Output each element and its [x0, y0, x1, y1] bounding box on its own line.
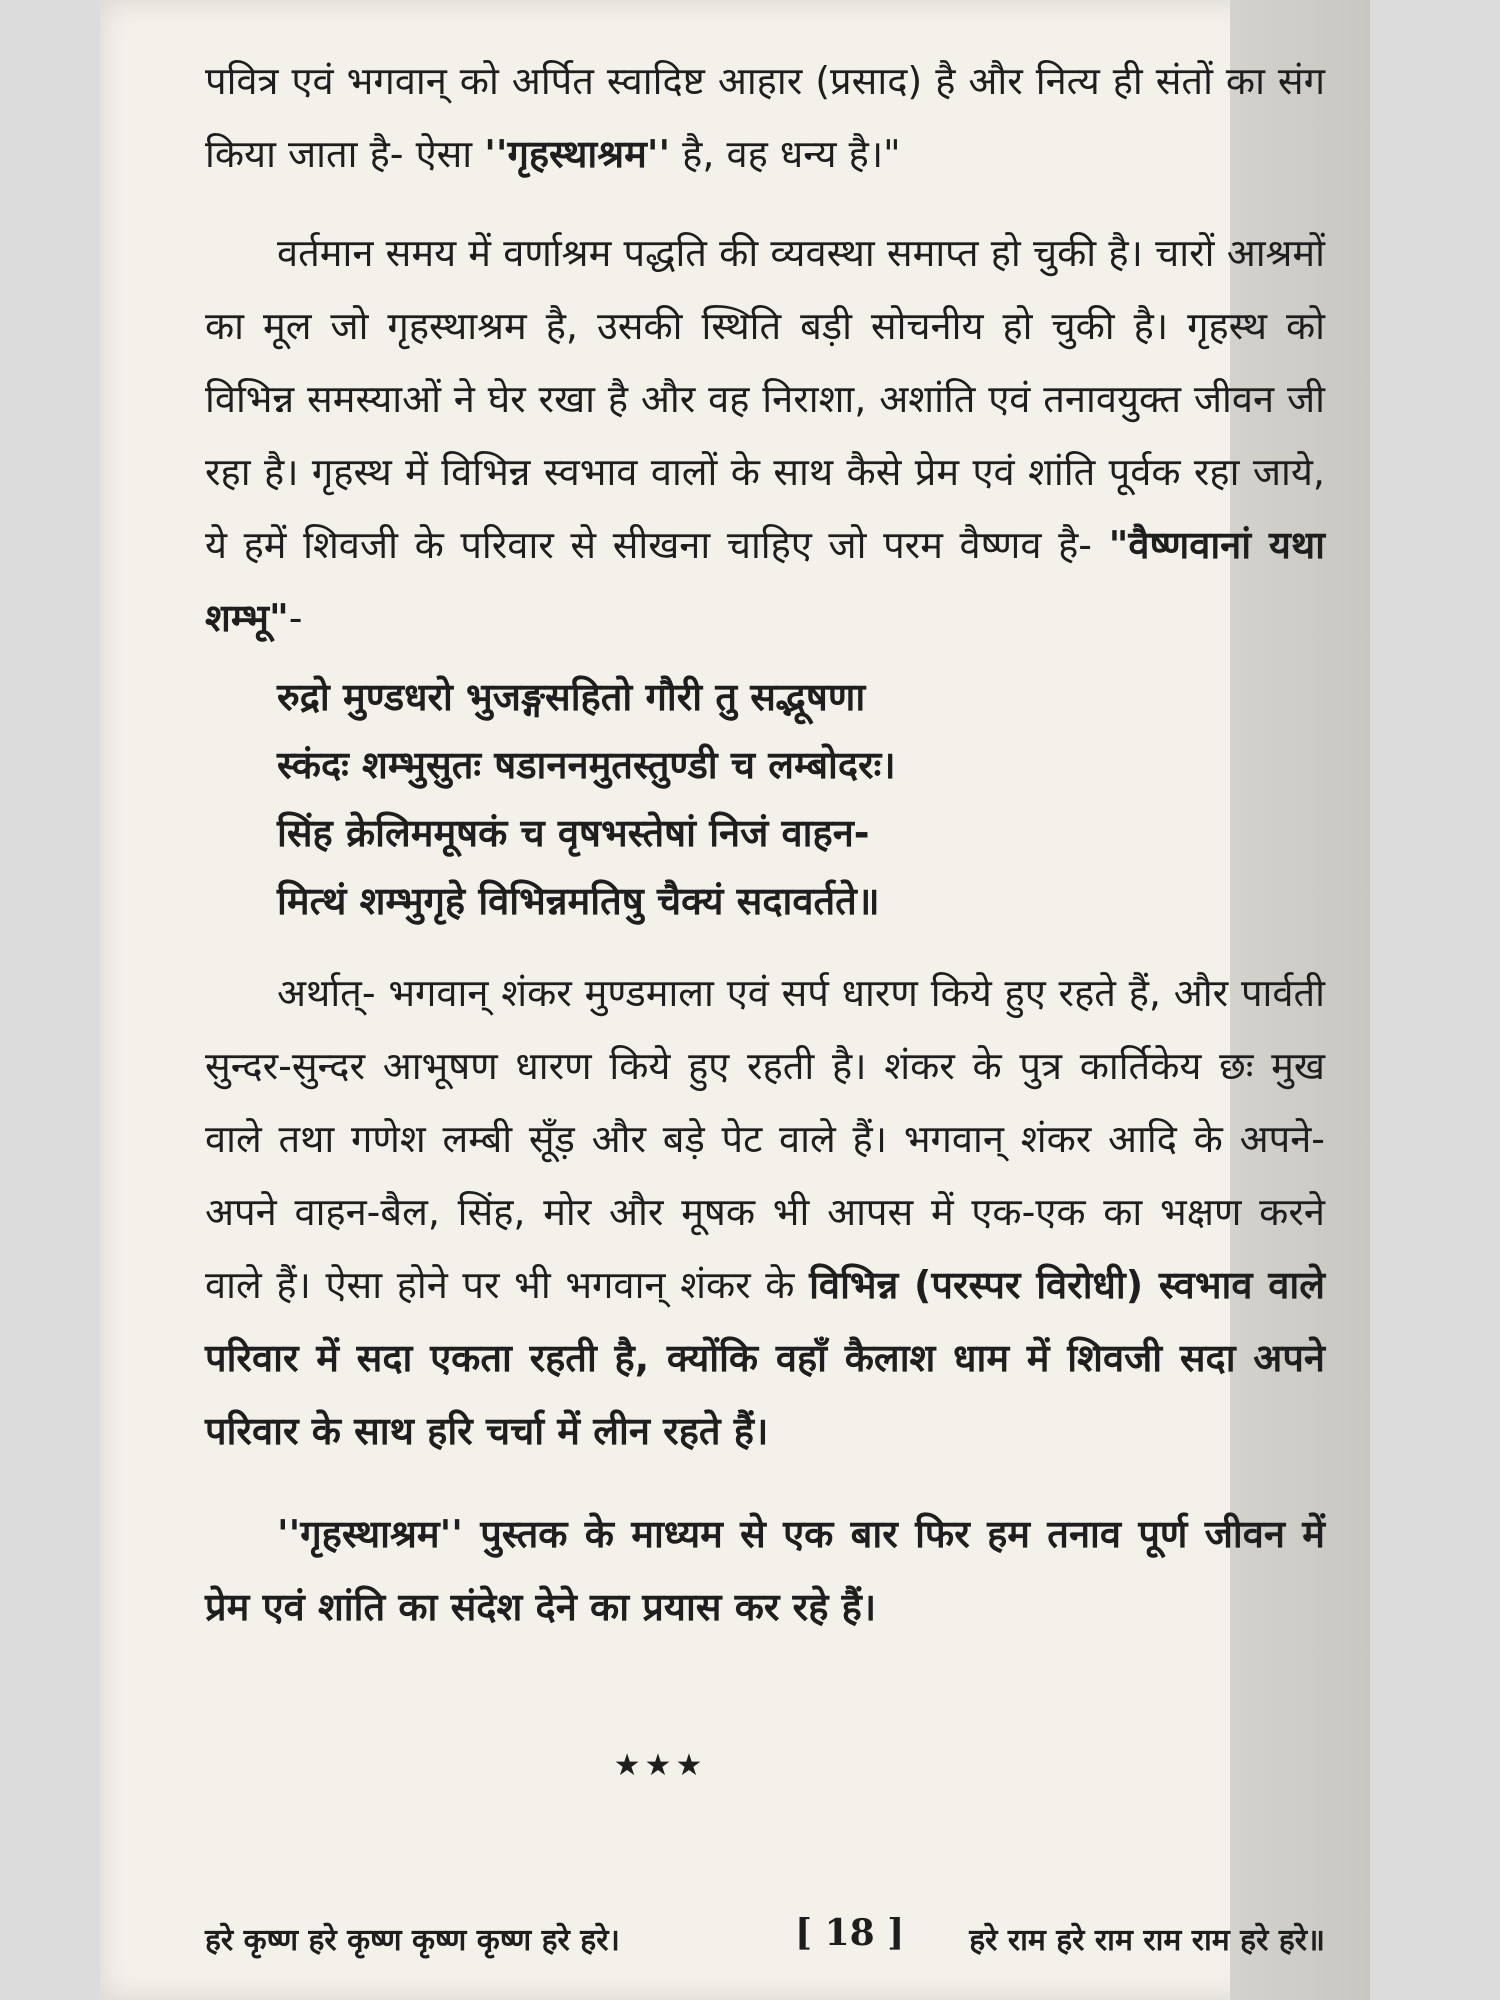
verse-line-4: मित्थं शम्भुगृहे विभिन्नमतिषु चैक्यं सदावर्तते॥ — [277, 879, 880, 923]
sanskrit-verse — [205, 663, 1325, 935]
section-separator: ★★★ — [613, 1748, 707, 1783]
paragraph-1-text-b: है, वह धन्य है।" — [670, 132, 901, 176]
paragraph-4-bold-text: ''गृहस्थाश्रम'' पुस्तक के माध्यम से एक बार फिर हम तनाव पूर्ण जीवन में प्रेम एवं शांति का संदेश देने का प्रयास कर रहे हैं। — [205, 1512, 1325, 1629]
vaishnavanam-quote: "वैष्णवानां यथा शम्भू" — [205, 523, 1326, 640]
verse-line-3: सिंह क्रेलिममूषकं च वृषभस्तेषां निजं वाहन- — [277, 811, 870, 855]
paragraph-2-text-b: - — [288, 596, 303, 640]
verse-line-1: रुद्रो मुण्डधरो भुजङ्गसहितो गौरी तु सद्भूषणा — [277, 675, 866, 719]
paragraph-2-text-a: वर्तमान समय में वर्णाश्रम पद्धति की व्यवस्था समाप्त हो चुकी है। चारों आश्रमों का मूल जो गृहस्थाश्रम है, उसकी स्थिति बड़ी सोचनीय हो चुकी है। गृहस्थ को विभिन्न समस्याओं ने घेर रखा है और वह निराशा, अशांति एवं तनावयुक्त जीवन जी रहा है। गृहस्थ में विभिन्न स्वभाव वालों के साथ कैसे प्रेम एवं शांति पूर्वक रहा जाये, ये हमें शिवजी के परिवार से सीखना चाहिए जो परम वैष्णव है- — [205, 231, 1325, 567]
paragraph-3-bold-text: विभिन्न (परस्पर विरोधी) स्वभाव वाले परिवार में सदा एकता रहती है, क्योंकि वहाँ कैलाश धाम में शिवजी सदा अपने परिवार के साथ हरि चर्चा में लीन रहते हैं। — [205, 1263, 1325, 1453]
verse-line-2: स्कंदः शम्भुसुतः षडाननमुतस्तुण्डी च लम्बोदरः। — [277, 743, 896, 787]
grihasthashram-term: ''गृहस्थाश्रम'' — [484, 132, 671, 176]
paragraph-3 — [205, 957, 1325, 1468]
footer-right-mantra: हरे राम हरे राम राम राम हरे हरे॥ — [969, 1923, 1325, 1958]
paragraph-1-text-a: पवित्र एवं भगवान् को अर्पित स्वादिष्ट आहार (प्रसाद) है और नित्य ही संतों का संग किया जाता है- ऐसा — [205, 59, 1325, 176]
footer-left-mantra: हरे कृष्ण हरे कृष्ण कृष्ण कृष्ण हरे हरे। — [205, 1923, 620, 1958]
paragraph-2 — [205, 217, 1325, 655]
page-number: [ 18 ] — [795, 1912, 905, 1954]
page-content — [205, 45, 1325, 1644]
paragraph-1 — [205, 45, 1325, 191]
paragraph-3-text-a: अर्थात्- भगवान् शंकर मुण्डमाला एवं सर्प धारण किये हुए रहते हैं, और पार्वती सुन्दर-सुन्दर आभूषण धारण किये हुए रहती है। शंकर के पुत्र कार्तिकेय छः मुख वाले तथा गणेश लम्बी सूँड़ और बड़े पेट वाले हैं। भगवान् शंकर आदि के अपने-अपने वाहन-बैल, सिंह, मोर और मूषक भी आपस में एक-एक का भक्षण करने वाले हैं। ऐसा होने पर भी भगवान् शंकर के — [205, 971, 1325, 1307]
book-page — [100, 0, 1370, 2000]
paragraph-4 — [205, 1498, 1325, 1644]
